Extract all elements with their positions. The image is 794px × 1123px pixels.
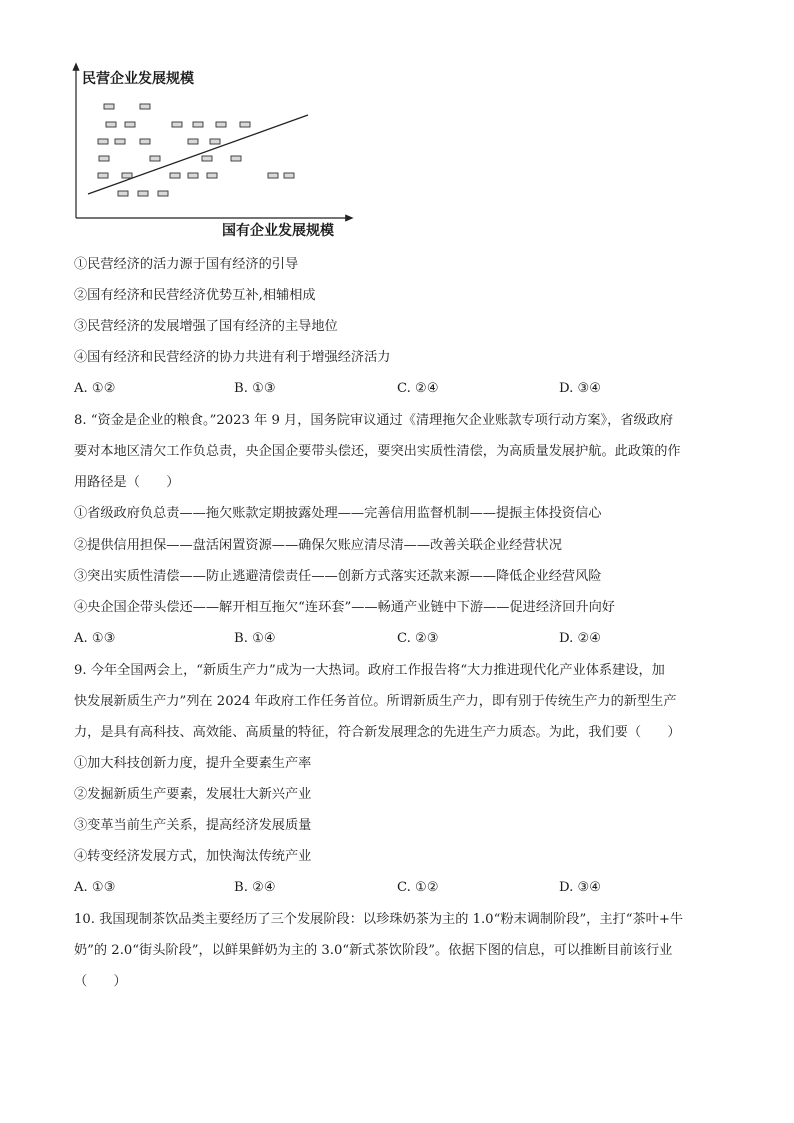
- q9-statement-1: ①加大科技创新力度，提升全要素生产率: [74, 756, 312, 771]
- scatter-box: [99, 156, 109, 161]
- scatter-box: [115, 139, 125, 144]
- scatter-box: [207, 173, 217, 178]
- q8-statement-2: ②提供信用担保——盘活闲置资源——确保欠账应清尽清——改善关联企业经营状况: [74, 538, 562, 553]
- q7-statement-3: ③民营经济的发展增强了国有经济的主导地位: [74, 319, 338, 334]
- q9-statement-4: ④转变经济发展方式，加快淘汰传统产业: [74, 849, 312, 864]
- scatter-box: [138, 191, 148, 196]
- scatter-box: [193, 122, 203, 127]
- scatter-marks: [98, 104, 294, 196]
- q9-statement-2: ②发掘新质生产要素，发展壮大新兴产业: [74, 787, 312, 802]
- q8-statement-3: ③突出实质性清偿——防止逃避清偿责任——创新方式落实还款来源——降低企业经营风险: [74, 569, 602, 584]
- scatter-box: [172, 122, 182, 127]
- scatter-box: [150, 156, 160, 161]
- q9-stem-line-2: 快发展新质生产力”列在 2024 年政府工作任务首位。所谓新质生产力，即有别于传统生产力的新型生产: [74, 694, 677, 709]
- q7-option-a[interactable]: A. ①②: [74, 381, 116, 396]
- q9-statement-3: ③变革当前生产关系，提高经济发展质量: [74, 818, 312, 833]
- scatter-box: [231, 156, 241, 161]
- q9-stem-line-1: 9. 今年全国两会上，“新质生产力”成为一大热词。政府工作报告将“大力推进现代化产业体系建设，加: [74, 663, 665, 678]
- scatter-box: [170, 173, 180, 178]
- q10-stem-line-3: （ ）: [74, 974, 127, 989]
- scatter-box: [122, 173, 132, 178]
- q8-option-d[interactable]: D. ②④: [559, 631, 602, 646]
- q8-statement-4: ④央企国企带头偿还——解开相互拖欠“连环套”——畅通产业链中下游——促进经济回升向好: [74, 600, 615, 615]
- q7-statement-4: ④国有经济和民营经济的协力共进有利于增强经济活力: [74, 350, 391, 365]
- q7-statement-1: ①民营经济的活力源于国有经济的引导: [74, 257, 299, 272]
- scatter-box: [158, 191, 168, 196]
- q8-statement-1: ①省级政府负总责——拖欠账款定期披露处理——完善信用监督机制——提振主体投资信心: [74, 506, 602, 521]
- scatter-box: [188, 139, 198, 144]
- scatter-box: [216, 122, 226, 127]
- q9-option-b[interactable]: B. ②④: [234, 880, 276, 895]
- q10-stem-line-1: 10. 我国现制茶饮品类主要经历了三个发展阶段：以珍珠奶茶为主的 1.0“粉末调制阶段”，主打“茶叶+牛: [74, 912, 684, 927]
- q9-option-c[interactable]: C. ①②: [397, 880, 439, 895]
- scatter-box: [140, 139, 150, 144]
- scatter-box: [240, 122, 250, 127]
- q7-statement-2: ②国有经济和民营经济优势互补,相辅相成: [74, 288, 316, 303]
- q8-stem-line-2: 要对本地区清欠工作负总责，央企国企要带头偿还，要突出实质性清偿，为高质量发展护航。此政策的作: [74, 444, 681, 459]
- q7-option-b[interactable]: B. ①③: [234, 381, 276, 396]
- q7-option-c[interactable]: C. ②④: [397, 381, 439, 396]
- q8-stem-line-3: 用路径是（ ）: [74, 475, 180, 490]
- q10-stem-line-2: 奶”的 2.0“街头阶段”，以鲜果鲜奶为主的 3.0“新式茶饮阶段”。依据下图的信息，可以推断目前该行业: [74, 943, 673, 958]
- q8-option-a[interactable]: A. ①③: [74, 631, 116, 646]
- q7-option-d[interactable]: D. ③④: [559, 381, 602, 396]
- scatter-box: [104, 104, 114, 109]
- q9-option-a[interactable]: A. ①③: [74, 880, 116, 895]
- q8-option-c[interactable]: C. ②③: [397, 631, 439, 646]
- q9-option-d[interactable]: D. ③④: [559, 880, 602, 895]
- figure-y-label: 民营企业发展规模: [82, 71, 194, 87]
- scatter-box: [98, 173, 108, 178]
- scatter-box: [98, 139, 108, 144]
- scale-figure: [60, 60, 360, 240]
- q9-stem-line-3: 力，是具有高科技、高效能、高质量的特征，符合新发展理念的先进生产力质态。为此，我们要（ ）: [74, 725, 681, 740]
- scatter-box: [268, 173, 278, 178]
- scatter-box: [118, 191, 128, 196]
- figure-x-label: 国有企业发展规模: [222, 223, 334, 239]
- scatter-box: [125, 122, 135, 127]
- scatter-box: [210, 139, 220, 144]
- scatter-box: [106, 122, 116, 127]
- scatter-box: [188, 173, 198, 178]
- scatter-box: [140, 104, 150, 109]
- scatter-box: [202, 156, 212, 161]
- scatter-box: [284, 173, 294, 178]
- q8-option-b[interactable]: B. ①④: [234, 631, 276, 646]
- q8-stem-line-1: 8. “资金是企业的粮食。”2023 年 9 月，国务院审议通过《清理拖欠企业账款专项行动方案》，省级政府: [74, 413, 674, 428]
